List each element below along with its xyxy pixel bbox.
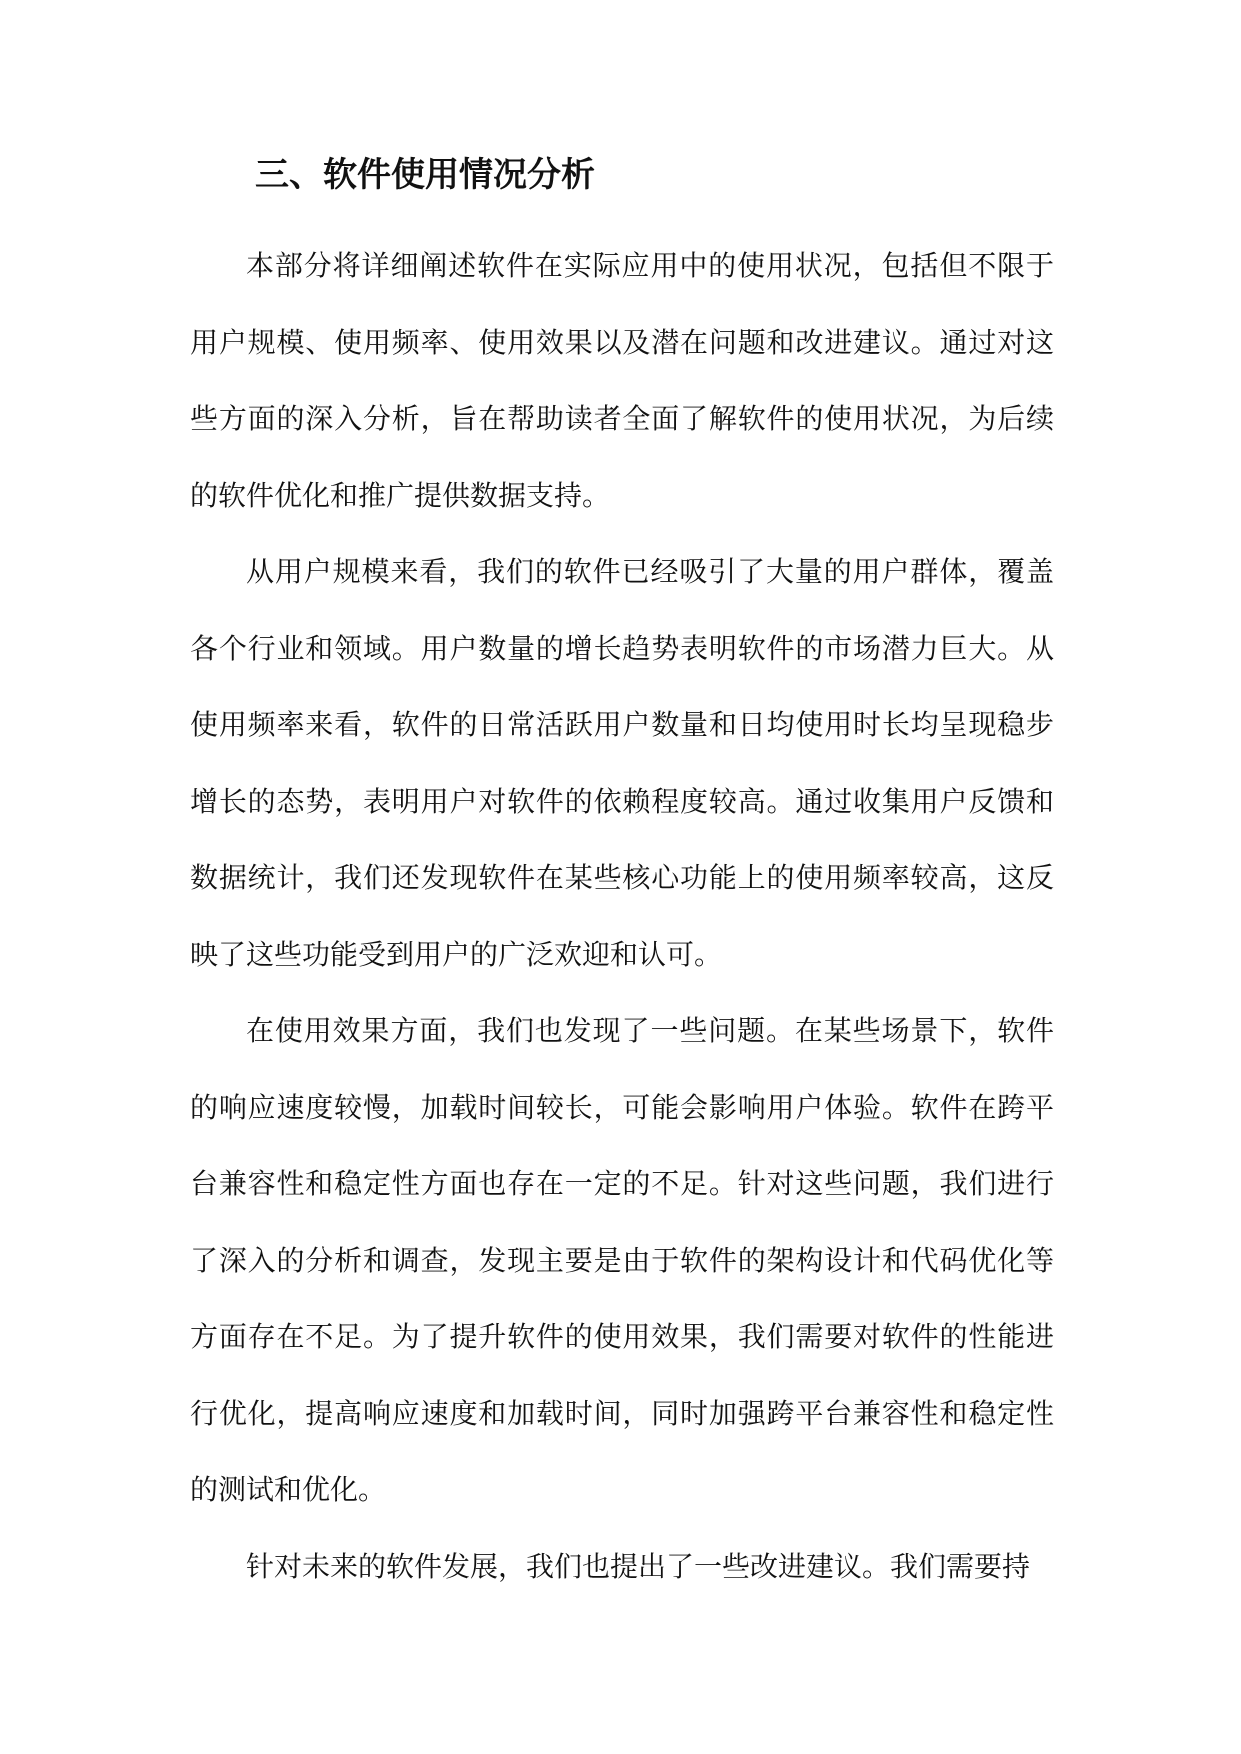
paragraph-4: 针对未来的软件发展，我们也提出了一些改进建议。我们需要持: [246, 1549, 1031, 1583]
paragraph-1: 本部分将详细阐述软件在实际应用中的使用状况，包括但不限于用户规模、使用频率、使用效果以及潜在问题和改进建议。通过对这些方面的深入分析，旨在帮助读者全面了解软件的使用状况，为后续的软件优化和推广提供数据支持。: [190, 249, 1054, 512]
body-text: [190, 228, 1054, 1605]
paragraph-2: 从用户规模来看，我们的软件已经吸引了大量的用户群体，覆盖各个行业和领域。用户数量的增长趋势表明软件的市场潜力巨大。从使用频率来看，软件的日常活跃用户数量和日均使用时长均呈现稳步增长的态势，表明用户对软件的依赖程度较高。通过收集用户反馈和数据统计，我们还发现软件在某些核心功能上的使用频率较高，这反映了这些功能受到用户的广泛欢迎和认可。: [190, 555, 1054, 971]
paragraph-3: 在使用效果方面，我们也发现了一些问题。在某些场景下，软件的响应速度较慢，加载时间较长，可能会影响用户体验。软件在跨平台兼容性和稳定性方面也存在一定的不足。针对这些问题，我们进行了深入的分析和调查，发现主要是由于软件的架构设计和代码优化等方面存在不足。为了提升软件的使用效果，我们需要对软件的性能进行优化，提高响应速度和加载时间，同时加强跨平台兼容性和稳定性的测试和优化。: [190, 1014, 1054, 1506]
section-heading: 三、软件使用情况分析: [255, 155, 595, 195]
